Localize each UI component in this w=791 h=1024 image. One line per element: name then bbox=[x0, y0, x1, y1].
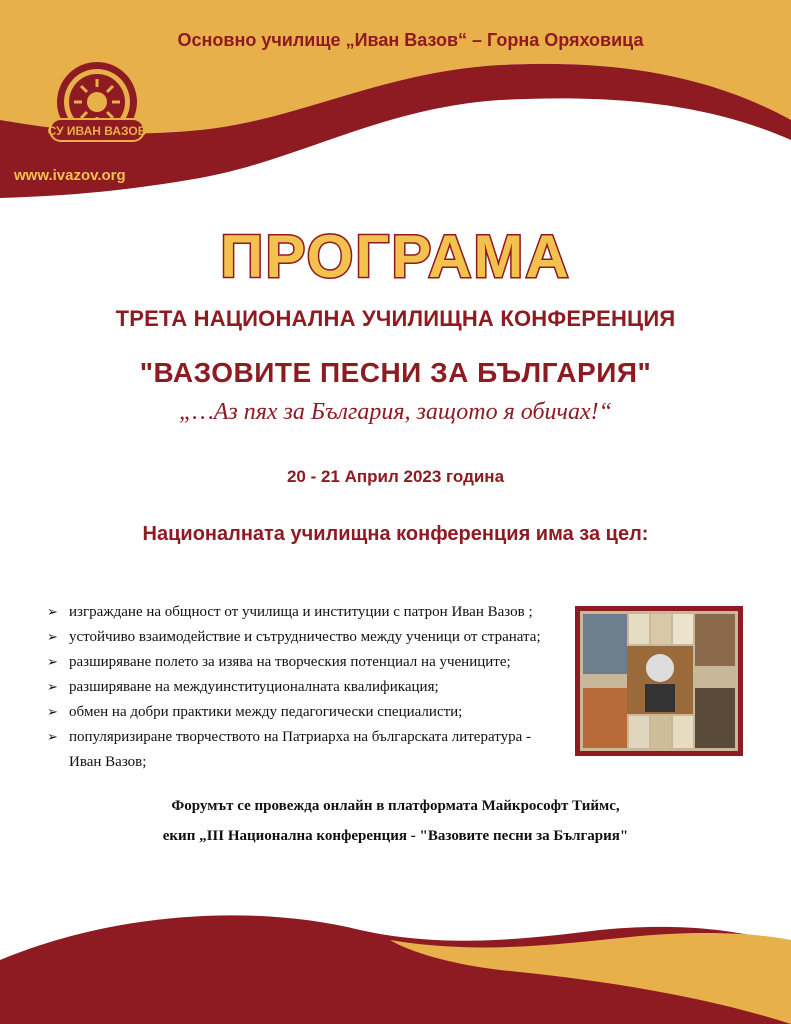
sun-logo-icon bbox=[42, 57, 152, 152]
list-item: ➢ устойчиво взаимодействие и сътрудничество между ученици от страната; bbox=[47, 629, 541, 645]
conference-quote: „…Аз пях за България, защото я обичах!“ bbox=[179, 399, 612, 425]
list-item: ➢ изграждане на общност от училища и институции с патрон Иван Вазов ; bbox=[47, 604, 533, 620]
arrow-bullet-icon: ➢ bbox=[47, 729, 58, 744]
page-title bbox=[0, 222, 791, 292]
list-item: ➢ разширяване на междуинституционалната квалификация; bbox=[47, 679, 439, 695]
forum-info bbox=[0, 791, 791, 851]
svg-text:ПРОГРАМА: ПРОГРАМА bbox=[220, 223, 571, 290]
list-item: ➢ обмен на добри практики между педагогически специалисти; bbox=[47, 704, 463, 720]
arrow-bullet-icon: ➢ bbox=[47, 629, 58, 644]
list-item: ➢ популяризиране творчеството на Патриарха на българската литература - Иван Вазов; bbox=[47, 728, 567, 771]
conference-dates: 20 - 21 Април 2023 година bbox=[286, 467, 505, 486]
footer-waves bbox=[0, 900, 791, 1024]
website-link[interactable]: www.ivazov.org bbox=[14, 167, 126, 184]
goal-heading: Националната училищна конференция има за цел: bbox=[142, 523, 649, 545]
arrow-bullet-icon: ➢ bbox=[47, 654, 58, 669]
arrow-bullet-icon: ➢ bbox=[47, 704, 58, 719]
list-item: ➢ разширяване полето за изява на творческия потенциал на учениците; bbox=[47, 654, 511, 670]
conference-name: "ВАЗОВИТЕ ПЕСНИ ЗА БЪЛГАРИЯ" bbox=[139, 357, 652, 388]
vazov-collage-image bbox=[575, 606, 743, 756]
goals-list bbox=[47, 603, 567, 778]
logo-text: СУ ИВАН ВАЗОВ bbox=[47, 124, 147, 138]
goal-continuation: Иван Вазов; bbox=[69, 754, 147, 770]
conference-subtitle: ТРЕТА НАЦИОНАЛНА УЧИЛИЩНА КОНФЕРЕНЦИЯ bbox=[115, 306, 676, 331]
forum-line-1: Форумът се провежда онлайн в платформата Майкрософт Тиймс, bbox=[171, 798, 620, 814]
school-name: Основно училище „Иван Вазов“ – Горна Оряховица bbox=[177, 30, 644, 50]
page-title-wrapper bbox=[0, 222, 791, 297]
arrow-bullet-icon: ➢ bbox=[47, 604, 58, 619]
arrow-bullet-icon: ➢ bbox=[47, 679, 58, 694]
forum-line-2: екип „III Национална конференция - "Вазовите песни за България" bbox=[162, 828, 629, 844]
